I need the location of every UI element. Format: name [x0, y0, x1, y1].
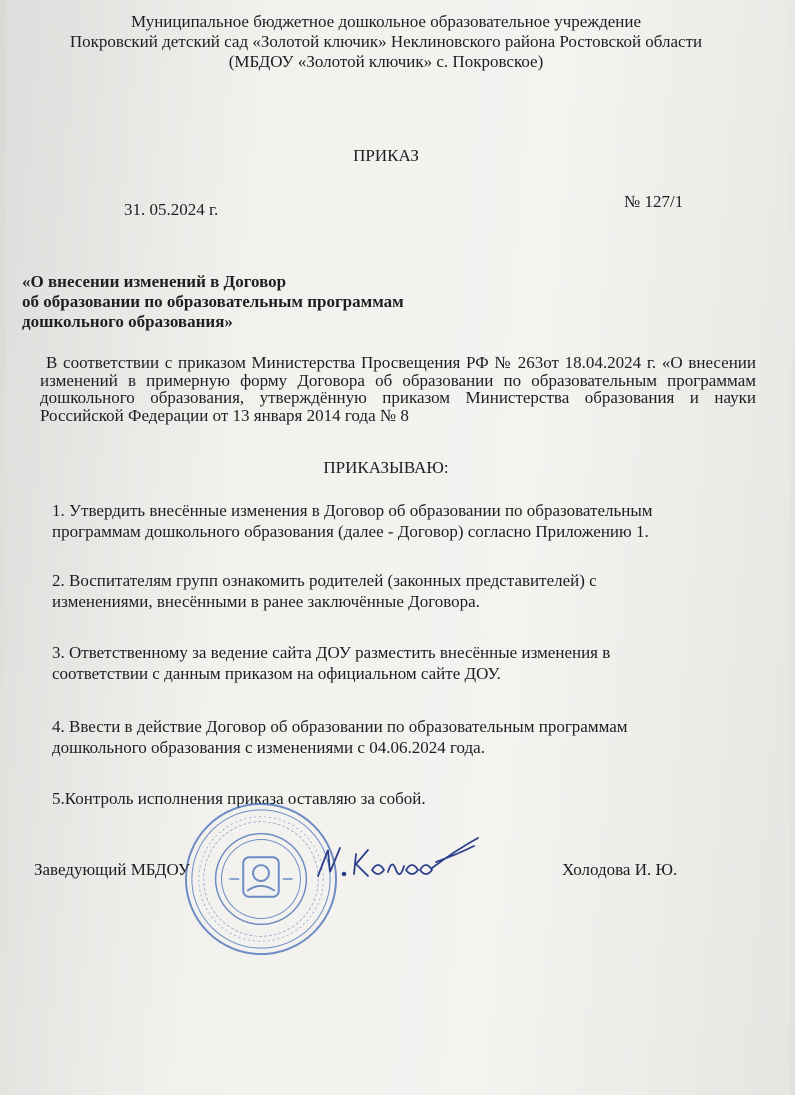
order-number: № 127/1 — [624, 192, 684, 211]
item-3-line-2: соответствии с данным приказом на официальном сайте ДОУ. — [52, 664, 501, 683]
signatory-name: Холодова И. Ю. — [562, 860, 678, 879]
item-4-line-1: 4. Ввести в действие Договор об образовании по образовательным программам — [52, 717, 628, 736]
subject-line-1: «О внесении изменений в Договор — [22, 272, 287, 291]
list-item — [52, 570, 752, 612]
subject-line-2: об образовании по образовательным программам — [22, 292, 404, 311]
list-item — [52, 716, 752, 758]
item-5-line-1: 5.Контроль исполнения приказа оставляю за собой. — [52, 789, 426, 808]
item-2-line-2: изменениями, внесёнными в ранее заключённые Договора. — [52, 592, 480, 611]
list-item — [52, 788, 752, 809]
order-date: 31. 05.2024 г. — [124, 200, 219, 219]
item-3-line-1: 3. Ответственному за ведение сайта ДОУ разместить внесённые изменения в — [52, 643, 611, 662]
subject-line-3: дошкольного образования» — [22, 312, 233, 331]
item-4-line-2: дошкольного образования с изменениями с 04.06.2024 года. — [52, 738, 485, 757]
preamble-paragraph: В соответствии с приказом Министерства Просвещения РФ № 263от 18.04.2024 г. «О внесении изменений в примерную форму Договора об образовании по образовательным программам дошкольного образования, утверждённую приказом Министерства образования и науки Российской Федерации от 13 января 2014 года № 8 — [40, 353, 756, 425]
item-1-line-2: программам дошкольного образования (далее - Договор) согласно Приложению 1. — [52, 522, 649, 541]
order-title: ПРИКАЗ — [353, 146, 419, 165]
list-item — [52, 642, 752, 684]
header-line-3: (МБДОУ «Золотой ключик» с. Покровское) — [228, 52, 544, 71]
item-1-line-1: 1. Утвердить внесённые изменения в Договор об образовании по образовательным — [52, 501, 653, 520]
item-2-line-1: 2. Воспитателям групп ознакомить родителей (законных представителей) с — [52, 571, 597, 590]
header-line-1: Муниципальное бюджетное дошкольное образовательное учреждение — [131, 12, 641, 31]
signatory-position: Заведующий МБДОУ — [34, 860, 190, 879]
header-line-2: Покровский детский сад «Золотой ключик» Неклиновского района Ростовской области — [69, 32, 703, 51]
document-page — [6, 0, 790, 1095]
directive-heading: ПРИКАЗЫВАЮ: — [323, 458, 449, 477]
handwritten-signature-icon — [306, 832, 486, 888]
list-item — [52, 500, 752, 542]
